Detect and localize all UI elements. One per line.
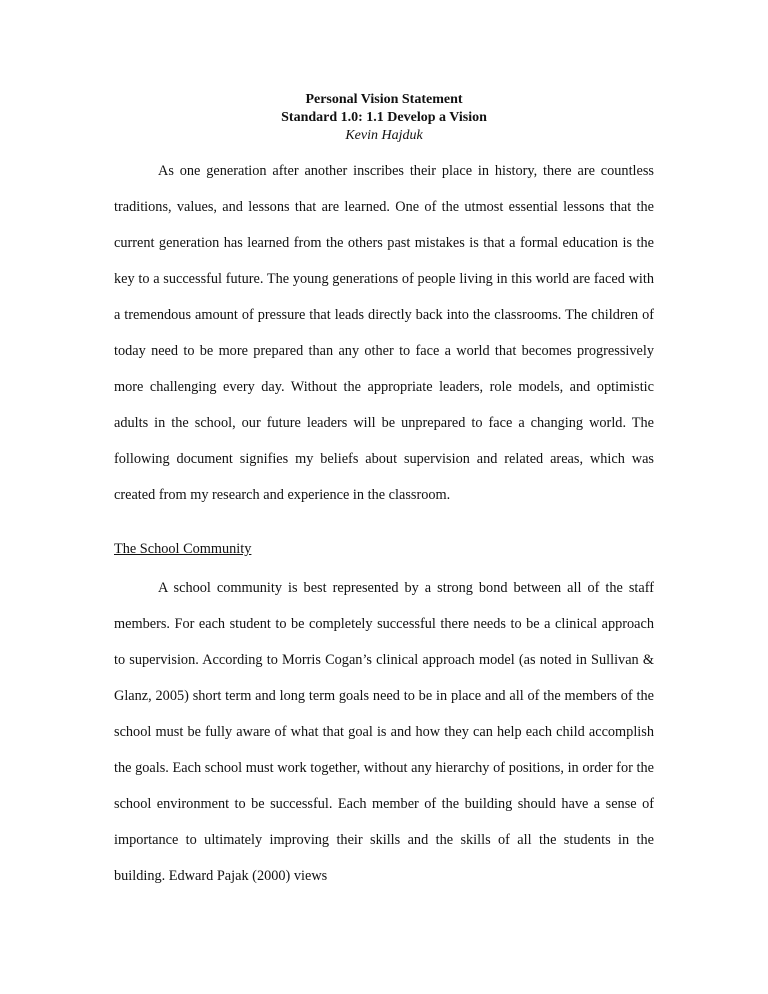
document-author: Kevin Hajduk — [345, 128, 423, 143]
section-heading-school-community: The School Community — [114, 541, 252, 557]
document-standard: Standard 1.0: 1.1 Develop a Vision — [281, 110, 487, 125]
school-community-paragraph: A school community is best represented by a strong bond between all of the staff members. For each student to be completely successful there needs to be a clinical approach to supervision. According to Morris Cogan’s clinical approach model (as noted in Sullivan & Glanz, 2005) short term and long term goals need to be in place and all of the members of the school must be fully aware of what that goal is and how they can help each child accomplish the goals. Each school must work together, without any hierarchy of positions, in order for the school environment to be successful. Each member of the building should have a sense of importance to ultimately improving their skills and the skills of all the students in the building. Edward Pajak (2000) views — [114, 580, 654, 884]
document-title: Personal Vision Statement — [305, 92, 463, 107]
intro-paragraph: As one generation after another inscribes their place in history, there are countless traditions, values, and lessons that are learned. One of the utmost essential lessons that the current generation has learned from the others past mistakes is that a formal education is the key to a successful future. The young generations of people living in this world are faced with a tremendous amount of pressure that leads directly back into the classrooms. The children of today need to be more prepared than any other to face a world that becomes progressively more challenging every day. Without the appropriate leaders, role models, and optimistic adults in the school, our future leaders will be unprepared to face a changing world. The following document signifies my beliefs about supervision and related areas, which was created from my research and experience in the classroom. — [114, 163, 654, 503]
